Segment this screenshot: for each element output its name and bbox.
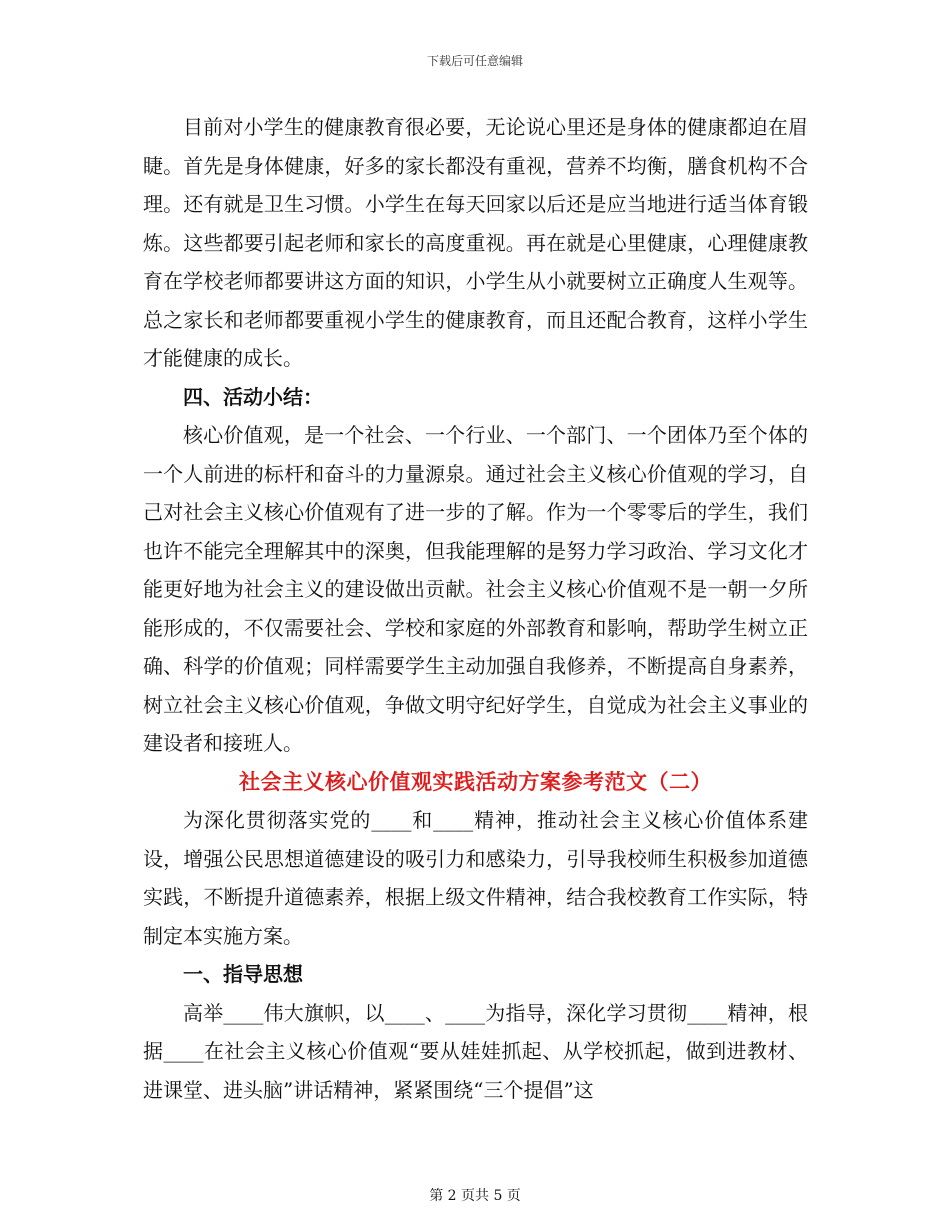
page-header: 下载后可任意编辑 xyxy=(426,54,523,68)
paragraph-guiding-ideology: 高举____伟大旗帜，以____、____为指导，深化学习贯彻____精神，根据____在社会主义核心价值观“要从娃娃抓起、从学校抓起，做到进教材、进课堂、进头脑”讲话精神，紧紧围绕“三个提倡”这 xyxy=(143,1000,808,1102)
section-heading-guiding-ideology: 一、指导思想 xyxy=(183,962,303,986)
document-body xyxy=(143,108,808,1109)
page-footer: 第 2 页共 5 页 xyxy=(429,1188,521,1204)
paragraph-health-education: 目前对小学生的健康教育很必要，无论说心里还是身体的健康都迫在眉睫。首先是身体健康，好多的家长都没有重视，营养不均衡，膳食机构不合理。还有就是卫生习惯。小学生在每天回家以后还是应当地进行适当体育锻炼。这些都要引起老师和家长的高度重视。再在就是心里健康，心理健康教育在学校老师都要讲这方面的知识，小学生从小就要树立正确度人生观等。总之家长和老师都要重视小学生的健康教育，而且还配合教育，这样小学生才能健康的成长。 xyxy=(143,115,808,370)
document-title: 社会主义核心价值观实践活动方案参考范文（二） xyxy=(239,768,712,794)
paragraph-purpose: 为深化贯彻落实党的____和____精神，推动社会主义核心价值体系建设，增强公民思想道德建设的吸引力和感染力，引导我校师生积极参加道德实践，不断提升道德素养，根据上级文件精神，结合我校教育工作实际，特制定本实施方案。 xyxy=(143,808,808,948)
paragraph-core-values: 核心价值观，是一个社会、一个行业、一个部门、一个团体乃至个体的一个人前进的标杆和奋斗的力量源泉。通过社会主义核心价值观的学习，自己对社会主义核心价值观有了进一步的了解。作为一个零零后的学生，我们也许不能完全理解其中的深奥，但我能理解的是努力学习政治、学习文化才能更好地为社会主义的建设做出贡献。社会主义核心价值观不是一朝一夕所能形成的，不仅需要社会、学校和家庭的外部教育和影响，帮助学生树立正确、科学的价值观；同样需要学生主动加强自我修养，不断提高自身素养，树立社会主义核心价值观，争做文明守纪好学生，自觉成为社会主义事业的建设者和接班人。 xyxy=(143,423,808,755)
section-heading-summary: 四、活动小结： xyxy=(183,384,323,409)
